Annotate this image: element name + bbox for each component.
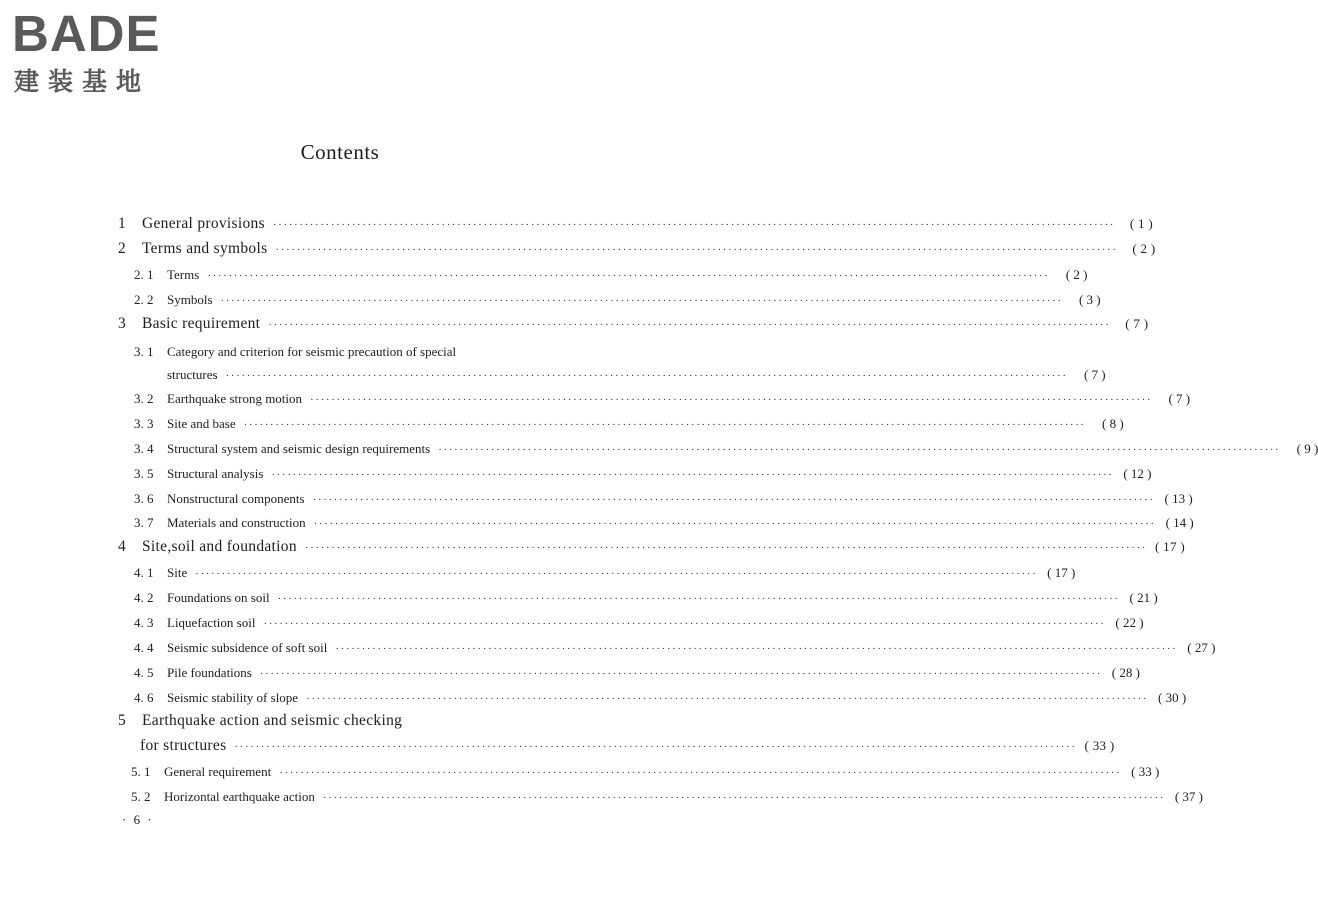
leader-dots: ································································································································································ [259,668,1102,680]
toc-entry-section-continuation [167,367,1106,383]
toc-entry-section [131,789,1203,805]
toc-entry-section [134,640,1216,656]
toc-label: Symbols [167,292,213,307]
toc-label: Pile foundations [167,665,252,680]
toc-entry-chapter [118,240,1156,258]
toc-label: Foundations on soil [167,590,270,605]
toc-label: Site [167,565,188,580]
toc-page: ( 17 ) [1155,539,1185,554]
toc-entry-section [134,515,1194,531]
toc-label: Liquefaction soil [167,615,256,630]
toc-entry-section [134,441,1318,457]
toc-number: 4. 3 [134,615,154,630]
leader-dots: ································································································································································ [271,469,1114,481]
toc-label: Category and criterion for seismic precaution of special [167,344,457,359]
toc-label: Earthquake action and seismic checking [142,712,403,729]
toc-entry-section [134,466,1152,482]
leader-dots: ································································································································································ [195,568,1038,580]
toc-entry-section [134,590,1158,606]
toc-label: Terms and symbols [142,240,268,257]
toc-number: 3 [118,315,127,332]
leader-dots: ································································································································································ [310,394,1153,406]
toc-label: Horizontal earthquake action [164,789,315,804]
toc-page: ( 28 ) [1111,665,1140,680]
toc-number: 4 [118,538,127,555]
leader-dots: ································································································································································ [313,518,1156,530]
toc-label: Site,soil and foundation [142,538,297,555]
leader-dots: ································································································································································ [263,618,1106,630]
toc-page: ( 14 ) [1165,515,1194,530]
leader-dots: ································································································································································ [275,244,1118,256]
toc-label: Seismic subsidence of soft soil [167,640,328,655]
toc-entry-section [134,391,1191,407]
toc-entry-chapter-first-line [118,712,563,730]
toc-number: 2. 2 [134,292,154,307]
toc-entry-chapter [118,538,1185,556]
toc-page: ( 3 ) [1078,292,1101,307]
logo-wordmark: BADE [12,5,161,62]
leader-dots: ································································································································································ [225,370,1068,382]
toc-entry-section [134,665,1140,681]
leader-dots: ································································································································································ [306,693,1149,705]
toc-page: ( 2 ) [1065,267,1088,282]
page-number: · 6 · [122,812,154,827]
toc-number: 3. 5 [134,466,154,481]
toc-page: ( 2 ) [1132,241,1156,256]
leader-dots: ································································································································································ [272,219,1116,231]
toc-entry-section [134,615,1144,631]
toc-page: ( 33 ) [1084,738,1115,753]
toc-page: ( 33 ) [1131,764,1160,779]
toc-entry-section-first-line [134,344,563,360]
toc-label: Nonstructural components [167,491,305,506]
toc-page: ( 21 ) [1129,590,1158,605]
toc-number: 3. 3 [134,416,154,431]
toc-entry-section [134,491,1193,507]
toc-number: 4. 2 [134,590,154,605]
toc-page: ( 30 ) [1158,690,1187,705]
toc-page: ( 17 ) [1047,565,1076,580]
toc-number: 3. 6 [134,491,154,506]
toc-number: 5. 1 [131,764,151,779]
leader-dots: ································································································································································ [335,643,1178,655]
leader-dots: ································································································································································ [304,542,1147,554]
toc-label: Structural analysis [167,466,264,481]
toc-entry-chapter [118,315,1149,333]
toc-label: Earthquake strong motion [167,391,303,406]
page-title: Contents [300,140,380,164]
toc-page: ( 7 ) [1125,316,1149,331]
leader-dots: ································································································································································ [234,741,1077,753]
toc-label: Materials and construction [167,515,306,530]
leader-dots: ································································································································································ [220,295,1063,307]
toc-label-continued: for structures [140,737,227,754]
toc-label: Structural system and seismic design requirements [167,441,431,456]
toc-page: ( 7 ) [1168,391,1191,406]
toc-entry-section [134,416,1124,432]
toc-entry-section [131,764,1160,780]
toc-label: General provisions [142,215,265,232]
leader-dots: ································································································································································ [268,319,1111,331]
toc-page: ( 12 ) [1123,466,1152,481]
toc-label: General requirement [164,764,272,779]
toc-page: ( 1 ) [1129,216,1154,231]
leader-dots: ································································································································································ [279,767,1122,779]
toc-number: 4. 4 [134,640,154,655]
toc-number: 1 [118,215,127,232]
toc-entry-section [134,690,1187,706]
toc-number: 4. 1 [134,565,154,580]
toc-entry-chapter [118,215,1154,233]
toc-page: ( 8 ) [1102,416,1124,431]
toc-number: 3. 2 [134,391,154,406]
toc-page: ( 27 ) [1187,640,1216,655]
logo-chinese-text: 建装基地 [14,67,151,96]
toc-number: 3. 7 [134,515,154,530]
toc-number: 5 [118,712,127,729]
toc-label: Terms [167,267,200,282]
toc-entry-chapter-continuation [140,737,1115,755]
toc-number: 2 [118,240,127,257]
toc-entry-section [134,292,1101,308]
toc-number: 4. 6 [134,690,154,705]
toc-label-continued: structures [167,367,218,382]
leader-dots: ································································································································································ [312,494,1155,506]
toc-label: Seismic stability of slope [167,690,299,705]
toc-label: Site and base [167,416,236,431]
leader-dots: ································································································································································ [438,444,1281,456]
toc-page: ( 7 ) [1083,367,1106,382]
toc-number: 3. 4 [134,441,154,456]
toc-label: Basic requirement [142,315,261,332]
toc-page: ( 9 ) [1296,441,1318,456]
toc-number: 2. 1 [134,267,154,282]
leader-dots: ································································································································································ [207,270,1050,282]
toc-page: ( 13 ) [1164,491,1193,506]
toc-entry-section [134,565,1076,581]
toc-entry-section [134,267,1088,283]
toc-number: 3. 1 [134,344,154,359]
toc-number: 5. 2 [131,789,151,804]
toc-page: ( 22 ) [1115,615,1144,630]
leader-dots: ································································································································································ [322,792,1165,804]
toc-number: 4. 5 [134,665,154,680]
toc-page: ( 37 ) [1174,789,1203,804]
leader-dots: ································································································································································ [243,419,1086,431]
leader-dots: ································································································································································ [277,593,1120,605]
